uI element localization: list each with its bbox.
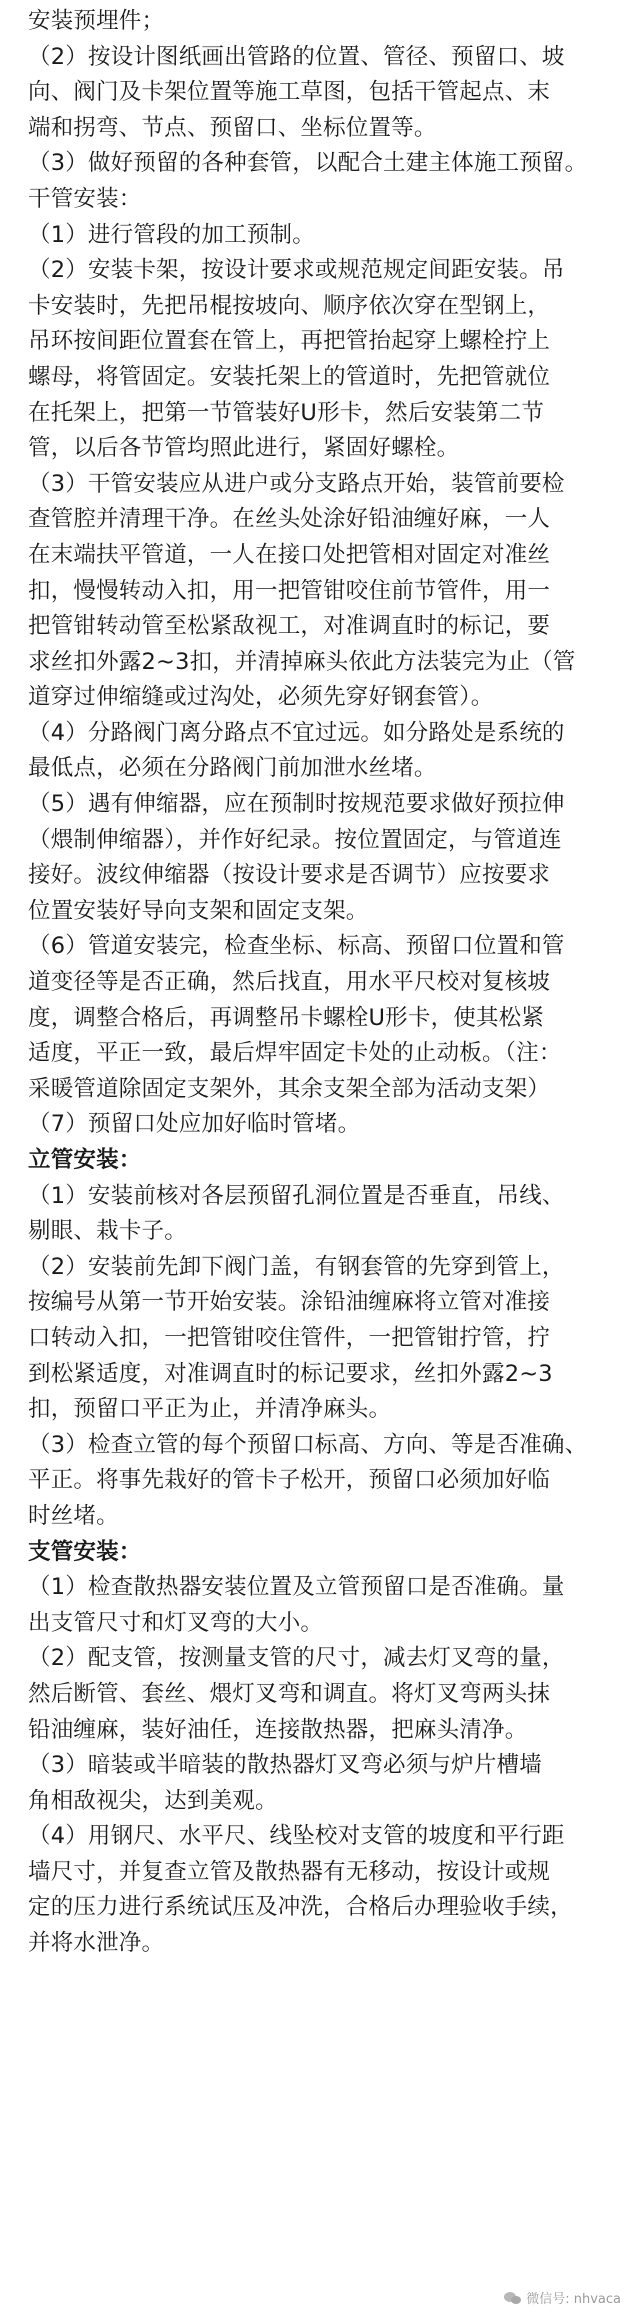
text-line: 向、阀门及卡架位置等施工草图，包括干管起点、末 <box>28 79 551 106</box>
text-line: 安装预埋件； <box>28 8 165 34</box>
text-line: 口转动入扣，一把管钳咬住管件，一把管钳拧管，拧 <box>28 1324 551 1351</box>
text-line: 干管安装： <box>28 185 142 212</box>
wechat-icon <box>504 2291 522 2305</box>
text-line: 定的压力进行系统试压及冲洗，合格后办理验收手续， <box>28 1894 573 1921</box>
text-line: （3）做好预留的各种套管，以配合土建主体施工预留。 <box>28 150 588 177</box>
text-line: （2）安装前先卸下阀门盖，有钢套管的先穿到管上， <box>28 1253 565 1280</box>
text-line: 把管钳转动管至松紧敌视工，对准调直时的标记，要 <box>28 613 551 640</box>
text-line: 道变径等是否正确，然后找直，用水平尺校对复核坡 <box>28 969 551 996</box>
text-line: （2）配支管，按测量支管的尺寸，减去灯叉弯的量， <box>28 1645 565 1672</box>
text-line: 接好。波纹伸缩器（按设计要求是否调节）应按要求 <box>28 862 551 889</box>
text-line: （4）分路阀门离分路点不宜过远。如分路处是系统的 <box>28 719 565 746</box>
text-line: 平正。将事先栽好的管卡子松开，预留口必须加好临 <box>28 1467 551 1494</box>
text-line: 卡安装时，先把吊棍按坡向、顺序依次穿在型钢上， <box>28 292 551 319</box>
text-line: 墙尺寸，并复查立管及散热器有无移动，按设计或规 <box>28 1858 551 1885</box>
text-line: （7）预留口处应加好临时管堵。 <box>28 1111 361 1138</box>
text-line: 扣，慢慢转动入扣，用一把管钳咬住前节管件，用一 <box>28 577 551 604</box>
section-heading: 支管安装： <box>28 1538 142 1565</box>
text-line: 出支管尺寸和灯叉弯的大小。 <box>28 1609 324 1636</box>
text-line: 扣，预留口平正为止，并清净麻头。 <box>28 1396 392 1423</box>
text-line: （2）安装卡架，按设计要求或规范规定间距安装。吊 <box>28 257 565 284</box>
text-line: 角相敌视尖，达到美观。 <box>28 1787 278 1814</box>
text-line: 采暖管道除固定支架外，其余支架全部为活动支架） <box>28 1075 551 1102</box>
text-line: 位置安装好导向支架和固定支架。 <box>28 897 369 924</box>
text-line: 求丝扣外露2~3扣，并清掉麻头依此方法装完为止（管 <box>28 648 576 675</box>
text-line: 查管腔并清理干净。在丝头处涂好铅油缠好麻，一人 <box>28 506 551 533</box>
text-line: （煨制伸缩器），并作好纪录。按位置固定，与管道连 <box>28 826 562 853</box>
text-line: 管，以后各节管均照此进行，紧固好螺栓。 <box>28 435 460 462</box>
text-line: （3）干管安装应从进户或分支路点开始，装管前要检 <box>28 470 565 497</box>
text-line: 适度，平正一致，最后焊牢固定卡处的止动板。（注： <box>28 1040 562 1067</box>
text-line: （4）用钢尺、水平尺、线坠校对支管的坡度和平行距 <box>28 1823 565 1850</box>
text-line: （5）遇有伸缩器，应在预制时按规范要求做好预拉伸 <box>28 791 565 818</box>
text-line: （1）进行管段的加工预制。 <box>28 221 315 248</box>
text-line: （3）暗装或半暗装的散热器灯叉弯必须与炉片槽墙 <box>28 1752 542 1779</box>
text-line: 道穿过伸缩缝或过沟处，必须先穿好钢套管）。 <box>28 684 494 711</box>
text-line: 在末端扶平管道，一人在接口处把管相对固定对准丝 <box>28 541 551 568</box>
text-line: 剔眼、栽卡子。 <box>28 1218 187 1245</box>
text-line: 并将水泄净。 <box>28 1930 165 1957</box>
text-line: （1）检查散热器安装位置及立管预留口是否准确。量 <box>28 1574 565 1601</box>
text-line: 在托架上，把第一节管装好U形卡，然后安装第二节 <box>28 399 545 426</box>
text-line: （6）管道安装完，检查坐标、标高、预留口位置和管 <box>28 933 565 960</box>
document-body <box>28 4 618 1962</box>
text-line: （1）安装前核对各层预留孔洞位置是否垂直，吊线、 <box>28 1182 565 1209</box>
text-line: 到松紧适度，对准调直时的标记要求，丝扣外露2~3 <box>28 1360 553 1387</box>
text-line: 吊环按间距位置套在管上，再把管抬起穿上螺栓拧上 <box>28 328 551 355</box>
text-line: 端和拐弯、节点、预留口、坐标位置等。 <box>28 114 437 141</box>
watermark <box>504 2288 621 2307</box>
text-line: 铅油缠麻，装好油任，连接散热器，把麻头清净。 <box>28 1716 528 1743</box>
section-heading: 立管安装： <box>28 1147 142 1173</box>
text-line: 按编号从第一节开始安装。涂铅油缠麻将立管对准接 <box>28 1289 551 1316</box>
text-line: 螺母，将管固定。安装托架上的管道时，先把管就位 <box>28 363 551 390</box>
text-line: （3）检查立管的每个预留口标高、方向、等是否准确、 <box>28 1431 588 1458</box>
text-line: （2）按设计图纸画出管路的位置、管径、预留口、坡 <box>28 43 565 70</box>
text-line: 最低点，必须在分路阀门前加泄水丝堵。 <box>28 755 437 782</box>
watermark-text: 微信号: nhvaca <box>526 2292 621 2307</box>
text-line: 度，调整合格后，再调整吊卡螺栓U形卡，使其松紧 <box>28 1004 545 1031</box>
text-line: 时丝堵。 <box>28 1502 119 1529</box>
text-line: 然后断管、套丝、煨灯叉弯和调直。将灯叉弯两头抹 <box>28 1680 551 1707</box>
